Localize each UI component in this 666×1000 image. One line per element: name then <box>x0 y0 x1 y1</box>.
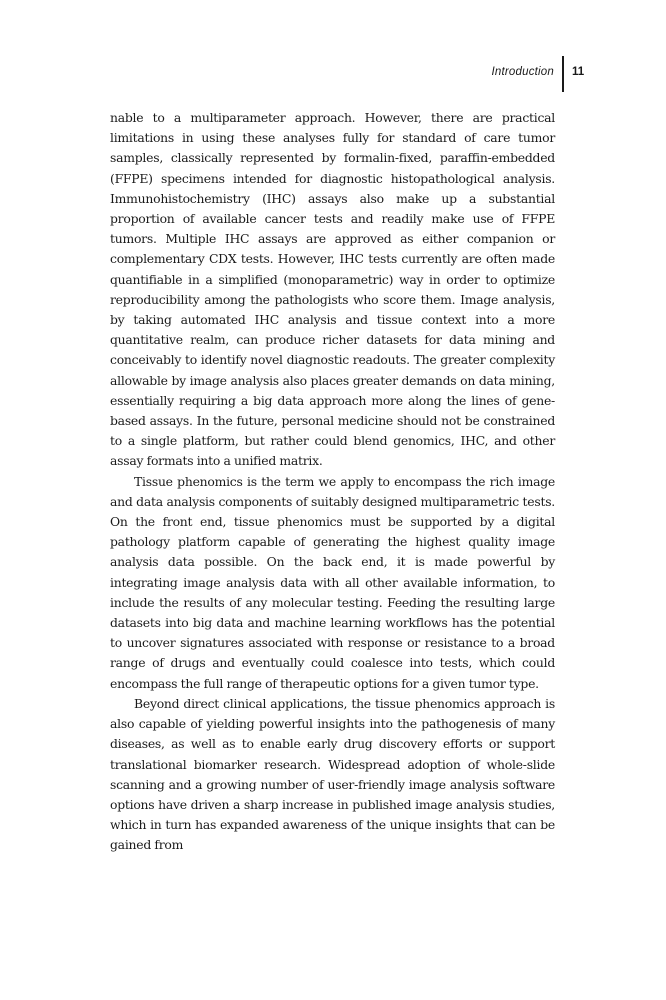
body-text <box>110 108 555 856</box>
paragraph-beyond-clinical: Beyond direct clinical applications, the tissue phenomics approach is also capable of yielding powerful insights into the pathogenesis of many diseases, as well as to enable early drug discovery efforts or support translational biomarker research. Widespread adoption of whole-slide scanning and a growing number of user-friendly image analysis software options have driven a sharp increase in published image analysis studies, which in turn has expanded awareness of the unique insights that can be gained from <box>110 695 555 853</box>
running-head-section: Introduction <box>491 66 554 78</box>
running-head-divider <box>562 56 564 92</box>
paragraph-continued: nable to a multiparameter approach. However, there are practical limitations in using these analyses fully for standard of care tumor samples, classically represented by formalin-fixed, paraffin-embedded (FFPE) specimens intended for diagnostic histopathological analysis. Immunohistochemistry (IHC) assays also make up a substantial proportion of available cancer tests and readily make use of FFPE tumors. Multiple IHC assays are approved as either companion or complementary CDX tests. However, IHC tests currently are often made quantifiable in a simplified (monoparametric) way in order to optimize reproducibility among the pathologists who score them. Image analysis, by taking automated IHC analysis and tissue context into a more quantitative realm, can produce richer datasets for data mining and conceivably to identify novel diagnostic readouts. The greater complexity allowable by image analysis also places greater demands on data mining, essentially requiring a big data approach more along the lines of gene-based assays. In the future, personal medicine should not be constrained to a single platform, but rather could blend genomics, IHC, and other assay formats into a unified matrix. <box>110 110 555 469</box>
paragraph-tissue-phenomics: Tissue phenomics is the term we apply to encompass the rich image and data analysis components of suitably designed multiparametric tests. On the front end, tissue phenomics must be supported by a digital pathology platform capable of generating the highest quality image analysis data possible. On the back end, it is made powerful by integrating image analysis data with all other available information, to include the results of any molecular testing. Feeding the resulting large datasets into big data and machine learning workflows has the potential to uncover signatures associated with response or resistance to a broad range of drugs and eventually could coalesce into tests, which could encompass the full range of therapeutic options for a given tumor type. <box>110 473 555 691</box>
page-number: 11 <box>572 66 585 78</box>
running-head <box>0 56 666 92</box>
